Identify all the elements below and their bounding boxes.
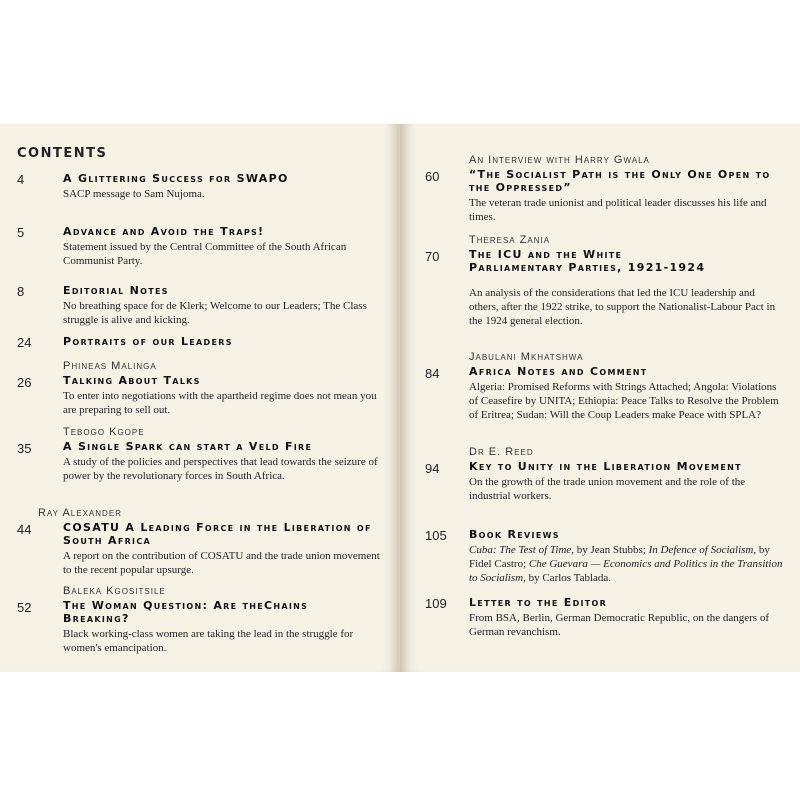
entry-description [469, 543, 787, 585]
entry-description: Black working-class women are taking the lead in the struggle for women's emancipation. [63, 628, 354, 654]
entry-description: A report on the contribution of COSATU and the trade union movement to the recent popular upsurge. [63, 550, 380, 576]
page-number: 52 [17, 600, 32, 615]
entry-description: On the growth of the trade union movement and the role of the industrial workers. [469, 476, 746, 502]
entry-description: To enter into negotiations with the apartheid regime does not mean you are preparing to sell out. [63, 390, 377, 416]
entry-author: Theresa Zania [469, 234, 551, 246]
entry-title: Africa Notes and Comment [469, 365, 648, 378]
entry-title: Advance and Avoid the Traps! [63, 225, 265, 238]
page-number: 109 [425, 596, 447, 611]
page-number: 8 [17, 284, 25, 299]
right-page [400, 124, 800, 672]
page-number: 5 [17, 225, 25, 240]
review-title: Cuba: The Test of Time [469, 544, 572, 556]
contents-heading: CONTENTS [17, 146, 108, 161]
page-number: 60 [425, 169, 440, 184]
entry-title: A Single Spark can start a Veld Fire [63, 440, 313, 453]
entry-description: An analysis of the considerations that led the ICU leadership and others, after the 1922 strike, to support the Nationalist-Labour Pact in the 1924 general election. [469, 287, 776, 327]
entry-author: An Interview with Harry Gwala [469, 154, 650, 166]
entry-description: SACP message to Sam Nujoma. [63, 188, 205, 200]
page-number: 70 [425, 249, 440, 264]
entry-description: Statement issued by the Central Committee of the South African Communist Party. [63, 241, 347, 267]
entry-title: “The Socialist Path is the Only One Open to the Oppressed” [469, 168, 771, 194]
entry-description: The veteran trade unionist and political leader discusses his life and times. [469, 197, 767, 223]
entry-description: A study of the policies and perspectives that lead towards the seizure of power by the revolutionary forces in South Africa. [63, 456, 378, 482]
page-number: 4 [17, 172, 25, 187]
page-number: 84 [425, 366, 440, 381]
review-author: , by Fidel Castro; [469, 544, 770, 570]
entry-title: Key to Unity in the Liberation Movement [469, 460, 742, 473]
entry-description: Algeria: Promised Reforms with Strings Attached; Angola: Violations of Ceasefire by UNITA; Ethiopia: Peace Talks to Resolve the Problem of Eritrea; Sudan: Will the Coup Leaders make Peace with SPLA? [469, 381, 779, 421]
entry-title: COSATU A Leading Force in the Liberation of South Africa [63, 521, 372, 547]
page-number: 94 [425, 461, 440, 476]
page-number: 44 [17, 522, 32, 537]
entry-description: No breathing space for de Klerk; Welcome to our Leaders; The Class struggle is alive and kicking. [63, 300, 367, 326]
entry-title: Portraits of our Leaders [63, 335, 233, 348]
entry-title: Talking About Talks [63, 374, 201, 387]
page-number: 105 [425, 528, 447, 543]
entry-title: The Woman Question: Are theChains Breaking? [63, 599, 309, 625]
entry-title: Editorial Notes [63, 284, 169, 297]
page-number: 24 [17, 335, 32, 350]
entry-author: Phineas Malinga [63, 360, 157, 372]
entry-author: Ray Alexander [38, 507, 122, 519]
left-page [0, 124, 400, 672]
entry-author: Jabulani Mkhatshwa [469, 351, 584, 363]
page-number: 35 [17, 441, 32, 456]
entry-title: The ICU and the White Parliamentary Parties, 1921-1924 [469, 248, 706, 274]
entry-author: Dr E. Reed [469, 446, 534, 458]
review-author: , by Carlos Tablada. [523, 572, 612, 584]
review-title: In Defence of Socialism [648, 544, 754, 556]
entry-description: From BSA, Berlin, German Democratic Republic, on the dangers of German revanchism. [469, 612, 769, 638]
entry-title: Letter to the Editor [469, 596, 608, 609]
entry-author: Tebogo Kgope [63, 426, 145, 438]
review-author: , by Jean Stubbs; [571, 544, 649, 556]
review-title: Che Guevara — Economics and Politics in the Transition to Socialism [469, 558, 783, 584]
page-number: 26 [17, 375, 32, 390]
entry-author: Baleka Kgositsile [63, 585, 166, 597]
entry-title: Book Reviews [469, 528, 560, 541]
entry-title: A Glittering Success for SWAPO [63, 172, 289, 185]
